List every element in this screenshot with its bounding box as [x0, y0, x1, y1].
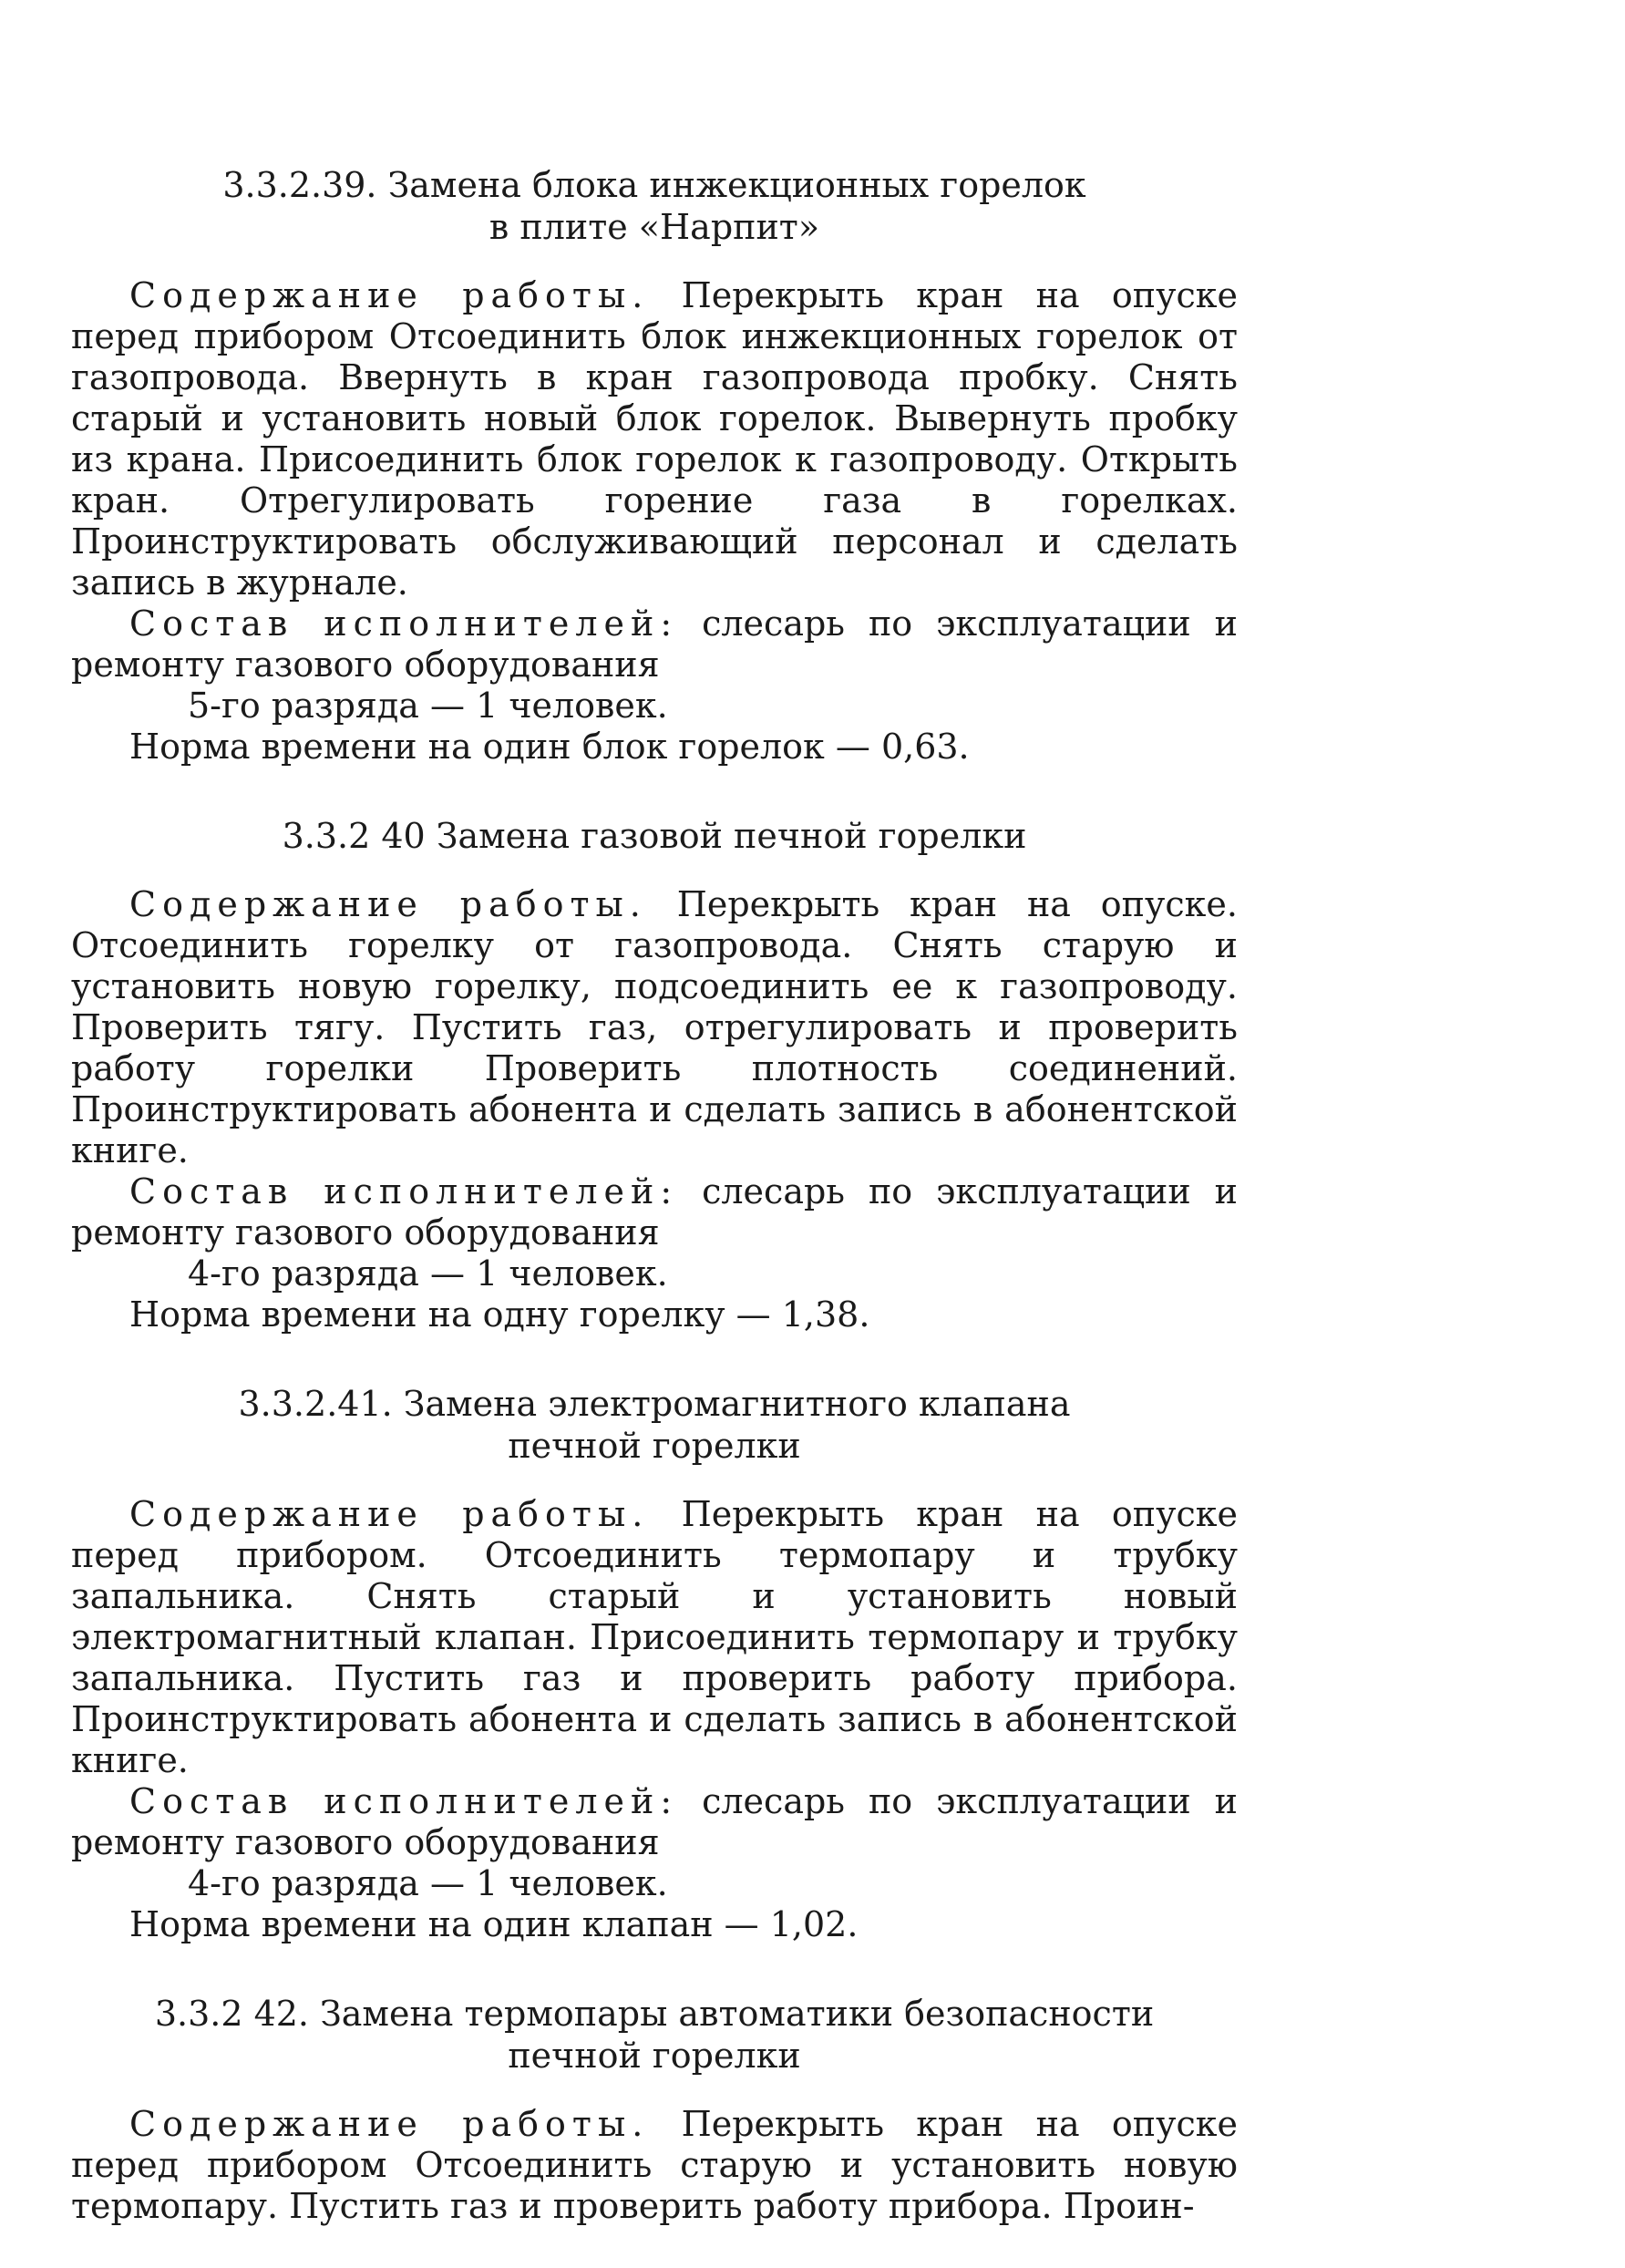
staff-text: слесарь по эксплуатации и ремонту газового оборудования: [71, 1781, 1238, 1862]
heading-line: в плите «Нарпит»: [489, 207, 820, 247]
heading-line: 3.3.2 42. Замена термопары автоматики безопасности: [154, 1994, 1155, 2034]
staff-paragraph: [71, 1781, 1238, 1863]
heading-line: печной горелки: [508, 2036, 801, 2076]
content-label: Содержание работы.: [129, 1494, 650, 1534]
heading-line: 3.3.2 40 Замена газовой печной горелки: [282, 816, 1027, 856]
staff-text: слесарь по эксплуатации и ремонту газового оборудования: [71, 603, 1238, 685]
staff-text: слесарь по эксплуатации и ремонту газового оборудования: [71, 1171, 1238, 1253]
section-heading: [71, 1993, 1238, 2077]
content-paragraph: [71, 884, 1238, 1171]
content-text: Перекрыть кран на опуске перед прибором Отсоединить старую и установить новую термопару. Пустить газ и проверить работу прибора. Проин-: [71, 2104, 1238, 2226]
section-3-3-2-39: [71, 164, 1238, 768]
section-heading: [71, 1383, 1238, 1467]
staff-rank: 5-го разряда — 1 человек.: [188, 686, 668, 726]
time-norm: Норма времени на одну горелку — 1,38.: [129, 1294, 870, 1335]
content-label: Содержание работы.: [129, 275, 650, 315]
content-label: Содержание работы.: [129, 884, 647, 924]
section-heading: [71, 815, 1238, 857]
staff-rank: 4-го разряда — 1 человек.: [188, 1863, 668, 1903]
content-paragraph: [71, 1494, 1238, 1781]
section-3-3-2-40: [71, 815, 1238, 1335]
content-paragraph: [71, 275, 1238, 603]
content-text: Перекрыть кран на опуске перед прибором. Отсоединить термопару и трубку запальника. Снять старый и установить новый электромагнитный клапан. Присоединить термопару и трубку запальника. Пустить газ и проверить работу прибора. Проинструктировать абонента и сделать запись в абонентской книге.: [71, 1494, 1238, 1780]
content-label: Содержание работы.: [129, 2104, 650, 2144]
content-paragraph: [71, 2104, 1238, 2227]
staff-paragraph: [71, 603, 1238, 686]
time-norm: Норма времени на один блок горелок — 0,63.: [129, 727, 970, 767]
staff-label: Состав исполнителей:: [129, 603, 679, 644]
time-norm: Норма времени на один клапан — 1,02.: [129, 1904, 859, 1944]
document-page: [71, 164, 1238, 2227]
staff-paragraph: [71, 1171, 1238, 1253]
section-heading: [71, 164, 1238, 248]
content-text: Перекрыть кран на опуске перед прибором Отсоединить блок инжекционных горелок от газопровода. Ввернуть в кран газопровода пробку. Снять старый и установить новый блок горелок. Вывернуть пробку из крана. Присоединить блок горелок к газопроводу. Открыть кран. Отрегулировать горение газа в горелках. Проинструктировать обслуживающий персонал и сделать запись в журнале.: [71, 275, 1238, 603]
heading-line: 3.3.2.41. Замена электромагнитного клапана: [238, 1384, 1071, 1424]
staff-label: Состав исполнителей:: [129, 1171, 679, 1211]
staff-label: Состав исполнителей:: [129, 1781, 679, 1821]
content-text: Перекрыть кран на опуске. Отсоединить горелку от газопровода. Снять старую и установить новую горелку, подсоединить ее к газопроводу. Проверить тягу. Пустить газ, отрегулировать и проверить работу горелки Проверить плотность соединений. Проинструктировать абонента и сделать запись в абонентской книге.: [71, 884, 1238, 1170]
staff-rank: 4-го разряда — 1 человек.: [188, 1253, 668, 1294]
section-3-3-2-41: [71, 1383, 1238, 1945]
heading-line: 3.3.2.39. Замена блока инжекционных горелок: [222, 165, 1086, 205]
heading-line: печной горелки: [508, 1426, 801, 1466]
section-3-3-2-42: [71, 1993, 1238, 2227]
